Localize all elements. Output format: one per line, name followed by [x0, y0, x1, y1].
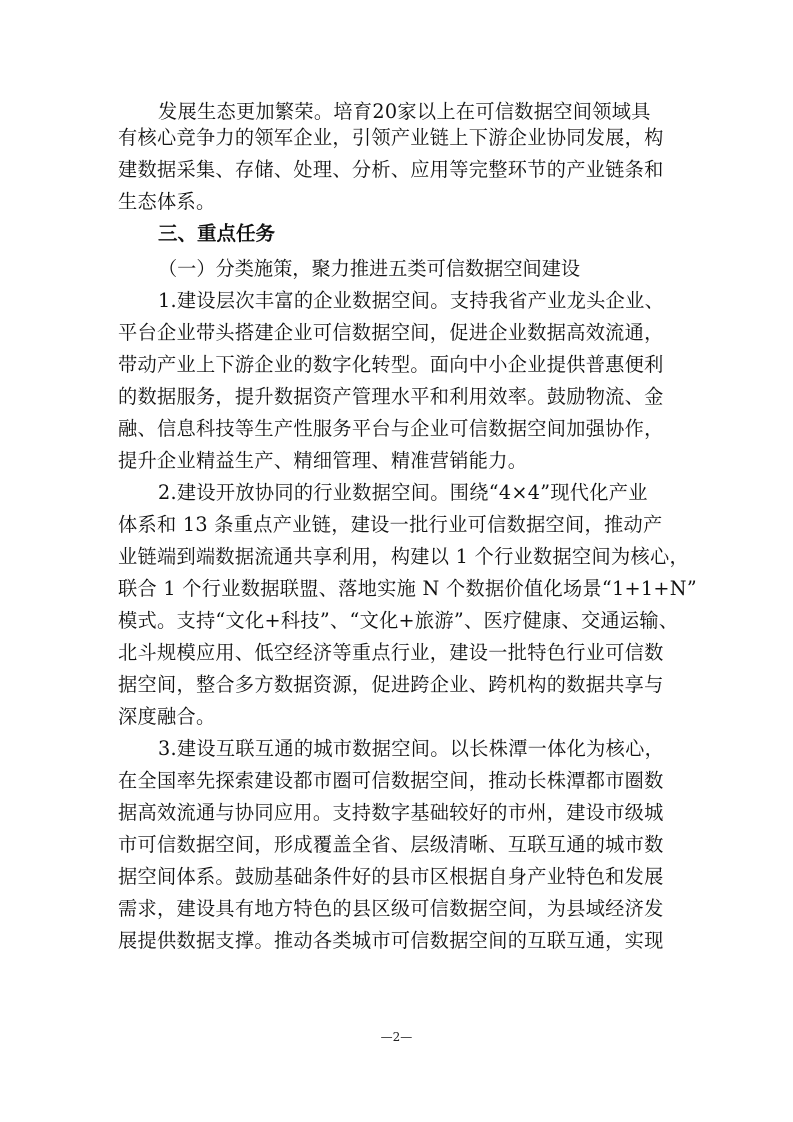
- section-title: 三、重点任务: [158, 222, 276, 245]
- paragraph3-line-6: 需求，建设具有地方特色的县区级可信数据空间，为县域经济发: [118, 897, 664, 920]
- paragraph2-line-2: 体系和 13 条重点产业链，建设一批行业可信数据空间，推动产: [118, 513, 663, 536]
- paragraph1-line-1: 1.建设层次丰富的企业数据空间。支持我省产业龙头企业、: [158, 289, 665, 312]
- paragraph2-line-4: 联合 1 个行业数据联盟、落地实施 N 个数据价值化场景“1+1+N”: [118, 577, 697, 600]
- intro-line-1: 发展生态更加繁荣。培育20家以上在可信数据空间领域具: [158, 100, 651, 123]
- intro-line-2: 有核心竞争力的领军企业，引领产业链上下游企业协同发展，构: [118, 126, 664, 149]
- paragraph1-line-5: 融、信息科技等生产性服务平台与企业可信数据空间加强协作，: [118, 417, 664, 440]
- paragraph1-line-4: 的数据服务，提升数据资产管理水平和利用效率。鼓励物流、金: [118, 385, 664, 408]
- paragraph3-line-5: 据空间体系。鼓励基础条件好的县市区根据自身产业特色和发展: [118, 865, 664, 888]
- subsection-title: （一）分类施策，聚力推进五类可信数据空间建设: [158, 257, 581, 280]
- paragraph3-line-3: 据高效流通与协同应用。支持数字基础较好的市州，建设市级城: [118, 801, 664, 824]
- paragraph3-line-4: 市可信数据空间，形成覆盖全省、层级清晰、互联互通的城市数: [118, 833, 664, 856]
- paragraph3-line-7: 展提供数据支撑。推动各类城市可信数据空间的互联互通，实现: [118, 929, 664, 952]
- page-number: —2—: [380, 1030, 413, 1044]
- paragraph1-line-3: 带动产业上下游企业的数字化转型。面向中小企业提供普惠便利: [118, 353, 664, 376]
- paragraph2-line-5: 模式。支持“文化+科技”、“文化+旅游”、医疗健康、交通运输、: [118, 609, 679, 632]
- intro-line-4: 生态体系。: [118, 190, 216, 213]
- paragraph2-line-3: 业链端到端数据流通共享利用，构建以 1 个行业数据空间为核心，: [118, 545, 689, 568]
- intro-line-3: 建数据采集、存储、处理、分析、应用等完整环节的产业链条和: [118, 158, 664, 181]
- paragraph2-line-8: 深度融合。: [118, 705, 216, 728]
- paragraph3-line-2: 在全国率先探索建设都市圈可信数据空间，推动长株潭都市圈数: [118, 769, 664, 792]
- paragraph1-line-6: 提升企业精益生产、精细管理、精准营销能力。: [118, 449, 528, 472]
- paragraph2-line-7: 据空间，整合多方数据资源，促进跨企业、跨机构的数据共享与: [118, 673, 664, 696]
- paragraph1-line-2: 平台企业带头搭建企业可信数据空间，促进企业数据高效流通，: [118, 321, 664, 344]
- paragraph3-line-1: 3.建设互联互通的城市数据空间。以长株潭一体化为核心，: [158, 737, 665, 760]
- paragraph2-line-6: 北斗规模应用、低空经济等重点行业，建设一批特色行业可信数: [118, 641, 664, 664]
- paragraph2-line-1: 2.建设开放协同的行业数据空间。围绕“4×4”现代化产业: [158, 481, 648, 504]
